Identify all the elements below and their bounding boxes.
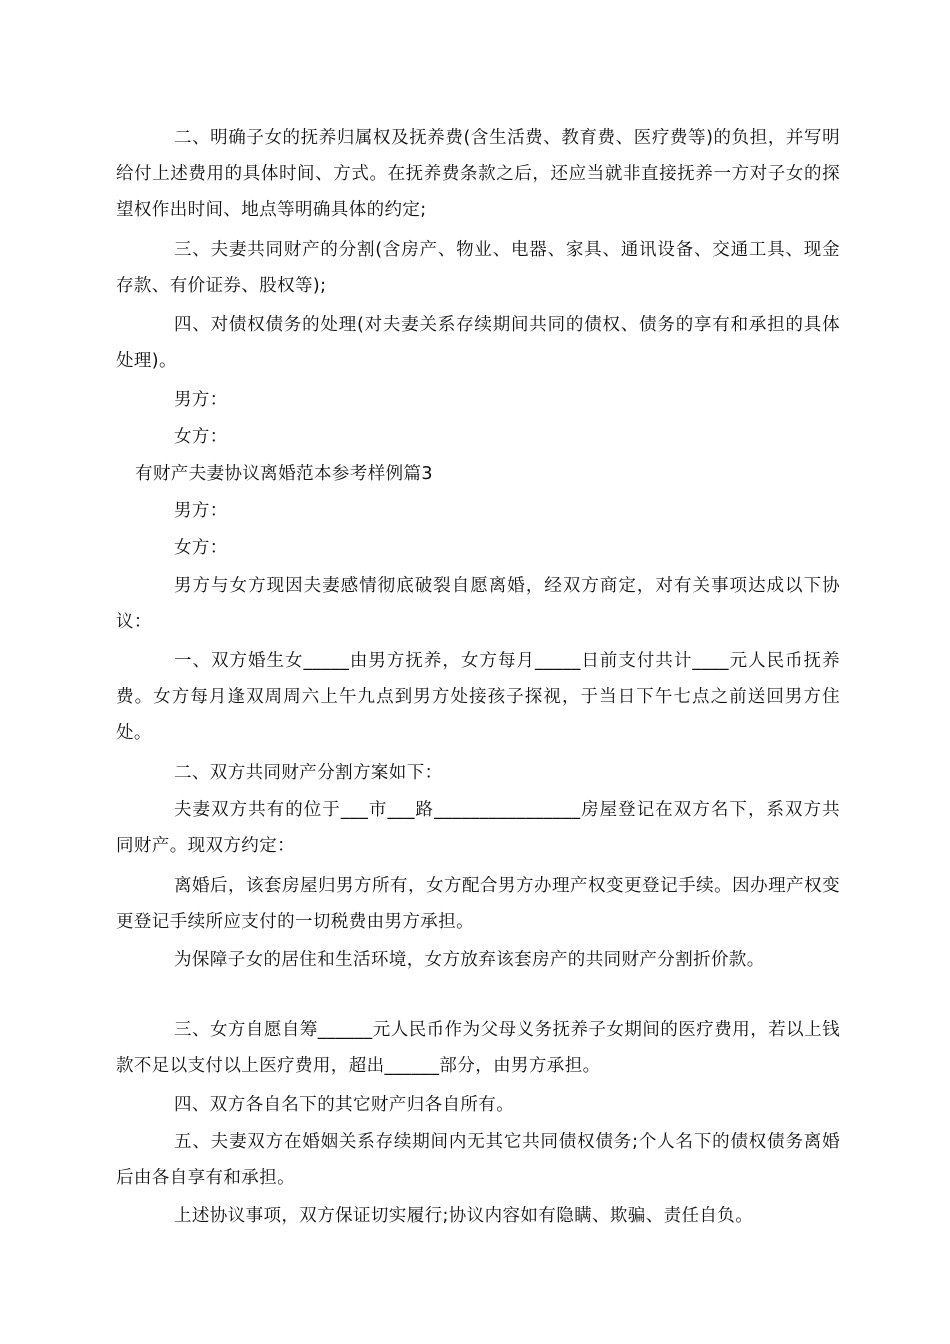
paragraph-waiver: 为保障子女的居住和生活环境，女方放弃该套房产的共同财产分割折价款。 <box>174 950 765 970</box>
paragraph-closing: 上述协议事项，双方保证切实履行;协议内容如有隐瞒、欺骗、责任自负。 <box>174 1206 754 1226</box>
label-female-party-2: 女方： <box>174 538 228 558</box>
paragraph-clause-2: 二、双方共同财产分割方案如下： <box>174 763 443 783</box>
paragraph-clause-1: 一、双方婚生女_____由男方抚养，女方每月_____日前支付共计____元人民币抚养费。女方每月逢双周周六上午九点到男方处接孩子探视，于当日下午七点之前送回男方住处。 <box>116 651 840 743</box>
label-male-party-2: 男方： <box>174 501 228 521</box>
paragraph-clause-3: 三、女方自愿自筹______元人民币作为父母义务抚养子女期间的医疗费用，若以上钱款不足以支付以上医疗费用，超出______部分，由男方承担。 <box>116 1020 840 1076</box>
label-male-party: 男方： <box>174 390 228 410</box>
paragraph-child-custody: 二、明确子女的抚养归属权及抚养费(含生活费、教育费、医疗费等)的负担，并写明给付上述费用的具体时间、方式。在抚养费条款之后，还应当就非直接抚养一方对子女的探望权作出时间、地点等明确具体的约定; <box>116 128 840 220</box>
paragraph-clause-5: 五、夫妻双方在婚姻关系存续期间内无其它共同债权债务;个人名下的债权债务离婚后由各自享有和承担。 <box>116 1132 840 1188</box>
label-female-party: 女方： <box>174 427 228 447</box>
paragraph-house-ownership: 离婚后，该套房屋归男方所有，女方配合男方办理产权变更登记手续。因办理产权变更登记手续所应支付的一切税费由男方承担。 <box>116 876 840 932</box>
paragraph-agreement-intro: 男方与女方现因夫妻感情彻底破裂自愿离婚，经双方商定，对有关事项达成以下协议： <box>116 576 840 632</box>
paragraph-house-location: 夫妻双方共有的位于___市___路________________房屋登记在双方名下，系双方共同财产。现双方约定： <box>116 800 840 856</box>
paragraph-debts: 四、对债权债务的处理(对夫妻关系存续期间共同的债权、债务的享有和承担的具体处理)。 <box>116 315 840 371</box>
section-title: 有财产夫妻协议离婚范本参考样例篇3 <box>135 464 433 484</box>
paragraph-property-division: 三、夫妻共同财产的分割(含房产、物业、电器、家具、通讯设备、交通工具、现金存款、有价证券、股权等); <box>116 240 840 296</box>
paragraph-clause-4: 四、双方各自名下的其它财产归各自所有。 <box>174 1095 515 1115</box>
